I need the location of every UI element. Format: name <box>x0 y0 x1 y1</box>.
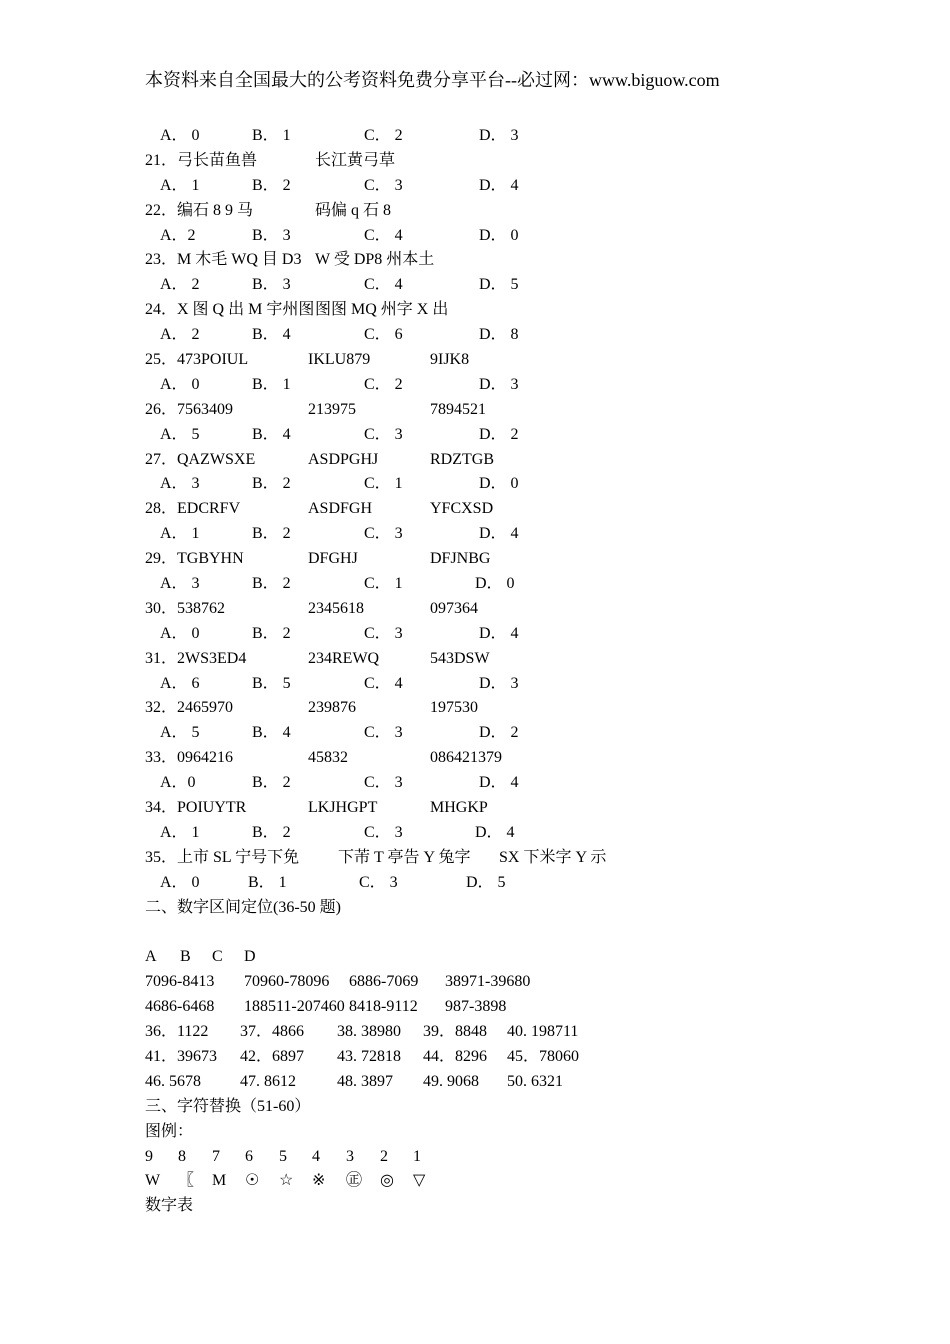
text-cell: 9IJK8 <box>430 351 470 369</box>
text-cell: C． 6 <box>364 326 403 344</box>
text-cell: 27．QAZWSXE <box>145 450 256 468</box>
text-cell: 213975 <box>308 400 356 418</box>
text-cell: 197530 <box>430 699 478 717</box>
text-cell: C． 1 <box>364 475 403 493</box>
text-line <box>145 622 905 647</box>
text-cell: 5 <box>279 1147 287 1165</box>
text-cell: 42．6897 <box>240 1047 305 1065</box>
text-cell: 7894521 <box>430 400 486 418</box>
text-cell: B． 4 <box>252 724 291 742</box>
text-line <box>145 174 905 199</box>
text-cell: C． 1 <box>364 575 403 593</box>
text-cell: 46. 5678 <box>145 1072 201 1090</box>
text-cell: A． 0 <box>160 375 200 393</box>
text-line <box>145 846 905 871</box>
text-cell: ◎ <box>380 1172 394 1190</box>
document-body <box>145 124 905 1219</box>
text-cell: B． 3 <box>252 276 291 294</box>
text-cell: C． 2 <box>364 375 403 393</box>
text-line <box>145 323 905 348</box>
text-line <box>145 995 905 1020</box>
text-cell: 48. 3897 <box>337 1072 393 1090</box>
text-cell: B． 4 <box>252 425 291 443</box>
text-line <box>145 497 905 522</box>
text-cell: 36．1122 <box>145 1023 209 1041</box>
text-cell: 43. 72818 <box>337 1047 401 1065</box>
text-cell: D <box>244 948 256 966</box>
text-cell: D． 5 <box>479 276 519 294</box>
text-line <box>145 696 905 721</box>
text-cell: C． 3 <box>364 176 403 194</box>
text-cell: 086421379 <box>430 749 502 767</box>
text-cell: 30．538762 <box>145 599 226 617</box>
text-cell: 38. 38980 <box>337 1023 401 1041</box>
text-cell: 4 <box>312 1147 320 1165</box>
text-cell: 下芾 T 亭告 Y 兔字 <box>338 848 471 866</box>
text-cell: ㊣ <box>346 1172 363 1190</box>
text-cell: 25．473POIUL <box>145 351 249 369</box>
text-cell: D． 0 <box>475 575 515 593</box>
text-cell: 2 <box>380 1147 388 1165</box>
text-cell: D． 5 <box>466 873 506 891</box>
text-line <box>145 721 905 746</box>
text-cell: 图例： <box>145 1122 194 1140</box>
text-cell: 8418-9112 <box>349 998 418 1016</box>
text-cell: 35．上市 SL 宁号下免 <box>145 848 300 866</box>
text-cell: B <box>180 948 191 966</box>
text-cell: 8 <box>178 1147 186 1165</box>
text-cell: 097364 <box>430 599 478 617</box>
text-cell: B． 2 <box>252 774 291 792</box>
text-cell: A．0 <box>160 774 196 792</box>
text-cell: 38971-39680 <box>445 973 531 991</box>
text-line <box>145 597 905 622</box>
text-line <box>145 398 905 423</box>
text-cell: A．2 <box>160 226 196 244</box>
text-cell: RDZTGB <box>430 450 494 468</box>
text-line <box>145 1145 905 1170</box>
text-cell: C． 4 <box>364 276 403 294</box>
text-cell: ASDFGH <box>308 500 373 518</box>
text-cell: D． 4 <box>479 774 519 792</box>
text-cell: C． 3 <box>364 724 403 742</box>
text-cell: SX 下米字 Y 示 <box>499 848 607 866</box>
text-cell: D． 2 <box>479 425 519 443</box>
text-cell: 3 <box>346 1147 354 1165</box>
text-cell: C <box>212 948 223 966</box>
text-cell: ※ <box>312 1172 326 1190</box>
text-cell: 7 <box>212 1147 220 1165</box>
text-line <box>145 248 905 273</box>
text-cell: C． 3 <box>364 624 403 642</box>
text-cell: 239876 <box>308 699 356 717</box>
text-cell: A． 1 <box>160 823 200 841</box>
text-cell: D． 3 <box>479 674 519 692</box>
text-cell: 4686-6468 <box>145 998 215 1016</box>
text-cell: 987-3898 <box>445 998 507 1016</box>
text-cell: B． 1 <box>248 873 287 891</box>
text-cell: A． 1 <box>160 176 200 194</box>
text-cell: A． 6 <box>160 674 200 692</box>
text-cell: A． 0 <box>160 624 200 642</box>
text-line <box>145 672 905 697</box>
text-cell: 长江黄弓草 <box>315 151 396 169</box>
text-cell: DFGHJ <box>308 550 358 568</box>
text-cell: 543DSW <box>430 649 490 667</box>
text-cell: B． 3 <box>252 226 291 244</box>
text-cell: A． 5 <box>160 724 200 742</box>
text-cell: B． 2 <box>252 475 291 493</box>
text-cell: ☉ <box>245 1172 260 1190</box>
text-cell: W <box>145 1172 161 1190</box>
text-cell: 2345618 <box>308 599 364 617</box>
text-cell: 9 <box>145 1147 153 1165</box>
text-cell: D． 8 <box>479 326 519 344</box>
text-cell: 34．POIUYTR <box>145 799 247 817</box>
text-cell: 70960-78096 <box>244 973 330 991</box>
text-cell: 21．弓长苗鱼兽 <box>145 151 258 169</box>
text-line <box>145 1169 905 1194</box>
text-cell: 49. 9068 <box>423 1072 479 1090</box>
text-line <box>145 472 905 497</box>
text-line <box>145 572 905 597</box>
text-line <box>145 921 905 946</box>
text-cell: D． 4 <box>479 176 519 194</box>
text-cell: 44．8296 <box>423 1047 488 1065</box>
text-cell: C． 2 <box>364 127 403 144</box>
text-line <box>145 547 905 572</box>
text-cell: IKLU879 <box>308 351 371 369</box>
text-cell: 23．M 木毛 WQ 目 D3 <box>145 251 302 269</box>
text-cell: 47. 8612 <box>240 1072 296 1090</box>
text-cell: 188511-207460 <box>244 998 345 1016</box>
text-cell: LKJHGPT <box>308 799 378 817</box>
text-cell: 29．TGBYHN <box>145 550 244 568</box>
text-cell: B． 2 <box>252 575 291 593</box>
text-cell: ☆ <box>279 1172 294 1190</box>
text-cell: 40. 198711 <box>507 1023 579 1041</box>
text-line <box>145 1070 905 1095</box>
text-cell: C． 3 <box>359 873 398 891</box>
text-cell: 数字表 <box>145 1197 194 1215</box>
text-cell: B． 5 <box>252 674 291 692</box>
text-line <box>145 348 905 373</box>
text-line <box>145 448 905 473</box>
text-line <box>145 522 905 547</box>
text-cell: B． 2 <box>252 823 291 841</box>
text-line <box>145 970 905 995</box>
text-cell: 6 <box>245 1147 253 1165</box>
text-cell: B． 1 <box>252 375 291 393</box>
text-cell: 45．78060 <box>507 1047 580 1065</box>
text-cell: ▽ <box>413 1172 426 1190</box>
text-cell: W 受 DP8 州本土 <box>315 251 435 269</box>
text-cell: 26．7563409 <box>145 400 234 418</box>
text-cell: 7096-8413 <box>145 973 215 991</box>
text-cell: A． 0 <box>160 873 200 891</box>
text-line <box>145 1020 905 1045</box>
text-cell: A． 1 <box>160 525 200 543</box>
text-cell: 50. 6321 <box>507 1072 563 1090</box>
text-cell: A． 0 <box>160 127 200 144</box>
text-cell: 32．2465970 <box>145 699 234 717</box>
text-cell: B． 1 <box>252 127 291 144</box>
text-line <box>145 1120 905 1145</box>
text-line <box>145 373 905 398</box>
text-cell: B． 2 <box>252 624 291 642</box>
text-cell: D． 3 <box>479 127 519 144</box>
text-line <box>145 945 905 970</box>
text-cell: 39．8848 <box>423 1023 488 1041</box>
text-cell: 31．2WS3ED4 <box>145 649 247 667</box>
text-line <box>145 771 905 796</box>
text-cell: 33．0964216 <box>145 749 234 767</box>
text-line <box>145 199 905 224</box>
text-line <box>145 796 905 821</box>
text-cell: A． 3 <box>160 575 200 593</box>
text-cell: B． 4 <box>252 326 291 344</box>
text-cell: 41．39673 <box>145 1047 218 1065</box>
text-cell: A． 5 <box>160 425 200 443</box>
text-cell: C． 3 <box>364 525 403 543</box>
text-cell: C． 3 <box>364 774 403 792</box>
text-cell: D． 4 <box>475 823 515 841</box>
text-line <box>145 298 905 323</box>
text-cell: A． 3 <box>160 475 200 493</box>
text-line <box>145 871 905 896</box>
text-line <box>145 1045 905 1070</box>
text-cell: 22．编石 8 9 马 <box>145 201 254 219</box>
text-cell: C． 4 <box>364 226 403 244</box>
text-line <box>145 1095 905 1120</box>
text-cell: 6886-7069 <box>349 973 419 991</box>
text-cell: 28．EDCRFV <box>145 500 241 518</box>
text-cell: YFCXSD <box>430 500 494 518</box>
text-line <box>145 273 905 298</box>
text-cell: A． 2 <box>160 326 200 344</box>
text-line <box>145 423 905 448</box>
text-cell: 1 <box>413 1147 421 1165</box>
text-line <box>145 1194 905 1219</box>
text-line <box>145 821 905 846</box>
text-cell: B． 2 <box>252 525 291 543</box>
text-cell: 37．4866 <box>240 1023 305 1041</box>
text-cell: C． 4 <box>364 674 403 692</box>
text-cell: 二、数字区间定位(36-50 题) <box>145 898 341 916</box>
text-line <box>145 746 905 771</box>
text-cell: A． 2 <box>160 276 200 294</box>
text-line <box>145 124 905 149</box>
text-cell: B． 2 <box>252 176 291 194</box>
text-cell: D． 3 <box>479 375 519 393</box>
text-cell: D． 4 <box>479 624 519 642</box>
text-line <box>145 647 905 672</box>
text-line <box>145 224 905 249</box>
page-header: 本资料来自全国最大的公考资料免费分享平台--必过网：www.biguow.com <box>145 70 720 90</box>
text-cell: D． 0 <box>479 475 519 493</box>
text-cell: 码偏 q 石 8 <box>315 201 392 219</box>
text-cell: D． 2 <box>479 724 519 742</box>
text-cell: C． 3 <box>364 823 403 841</box>
text-cell: 图图 MQ 州字 X 出 <box>315 301 449 319</box>
text-cell: 24．X 图 Q 出 M 宇州图 <box>145 301 315 319</box>
text-cell: C． 3 <box>364 425 403 443</box>
text-line <box>145 896 905 921</box>
text-line <box>145 149 905 174</box>
text-cell: D． 4 <box>479 525 519 543</box>
text-cell: 三、字符替换（51-60） <box>145 1097 311 1115</box>
text-cell: 234REWQ <box>308 649 380 667</box>
text-cell: M <box>212 1172 227 1190</box>
text-cell: A <box>145 948 157 966</box>
text-cell: 〖 <box>178 1172 195 1190</box>
text-cell: 45832 <box>308 749 348 767</box>
text-cell: ASDPGHJ <box>308 450 379 468</box>
text-cell: DFJNBG <box>430 550 491 568</box>
text-cell: MHGKP <box>430 799 488 817</box>
text-cell: D． 0 <box>479 226 519 244</box>
